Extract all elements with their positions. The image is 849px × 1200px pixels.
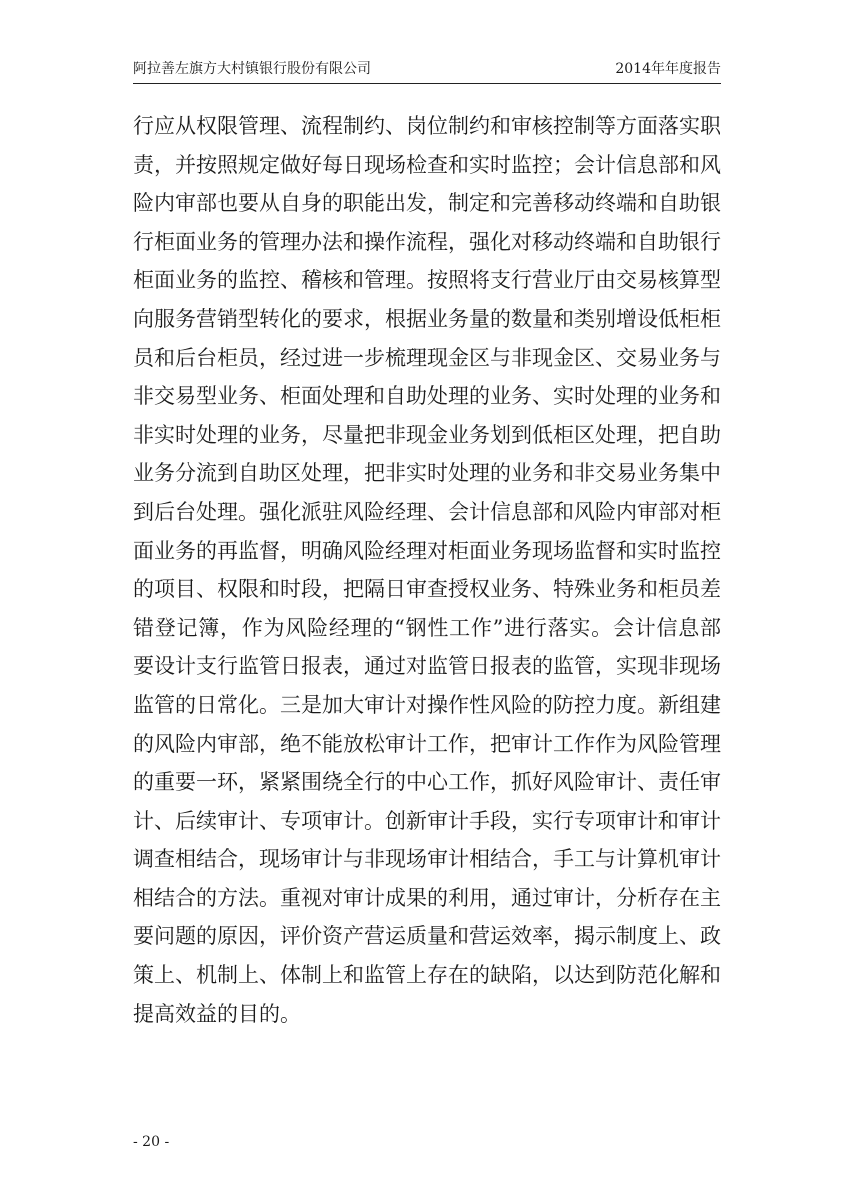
text-line: 行柜面业务的管理办法和操作流程，强化对移动终端和自助银行 <box>133 229 721 254</box>
text-line-last: 提高效益的目的。 <box>133 1001 301 1026</box>
text-line: 非交易型业务、柜面处理和自助处理的业务、实时处理的业务和 <box>133 384 721 409</box>
page-header <box>133 59 721 84</box>
text-line: 的风险内审部，绝不能放松审计工作，把审计工作作为风险管理 <box>133 731 721 756</box>
text-line: 的重要一环，紧紧围绕全行的中心工作，抓好风险审计、责任审 <box>133 770 721 795</box>
text-line: 调查相结合，现场审计与非现场审计相结合，手工与计算机审计 <box>133 847 721 872</box>
text-line: 险内审部也要从自身的职能出发，制定和完善移动终端和自助银 <box>133 191 721 216</box>
text-line: 责，并按照规定做好每日现场检查和实时监控；会计信息部和风 <box>133 152 721 177</box>
text-line: 向服务营销型转化的要求，根据业务量的数量和类别增设低柜柜 <box>133 306 721 331</box>
text-line: 业务分流到自助区处理，把非实时处理的业务和非交易业务集中 <box>133 461 721 486</box>
page-number: - 20 - <box>133 1134 170 1150</box>
text-line: 非实时处理的业务，尽量把非现金业务划到低柜区处理，把自助 <box>133 422 721 447</box>
body-paragraph <box>133 107 721 1033</box>
header-company-name: 阿拉善左旗方大村镇银行股份有限公司 <box>133 61 371 77</box>
text-line: 要问题的原因，评价资产营运质量和营运效率，揭示制度上、政 <box>133 924 721 949</box>
text-line: 到后台处理。强化派驻风险经理、会计信息部和风险内审部对柜 <box>133 499 721 524</box>
text-line: 要设计支行监管日报表，通过对监管日报表的监管，实现非现场 <box>133 654 721 679</box>
text-line: 监管的日常化。三是加大审计对操作性风险的防控力度。新组建 <box>133 692 721 717</box>
text-line: 计、后续审计、专项审计。创新审计手段，实行专项审计和审计 <box>133 808 721 833</box>
text-line: 行应从权限管理、流程制约、岗位制约和审核控制等方面落实职 <box>133 114 721 138</box>
text-line: 面业务的再监督，明确风险经理对柜面业务现场监督和实时监控 <box>133 538 721 563</box>
text-line: 相结合的方法。重视对审计成果的利用，通过审计，分析存在主 <box>133 885 721 910</box>
text-line: 错登记簿，作为风险经理的“钢性工作”进行落实。会计信息部 <box>133 615 721 640</box>
text-line: 策上、机制上、体制上和监管上存在的缺陷，以达到防范化解和 <box>133 963 721 988</box>
text-line: 员和后台柜员，经过进一步梳理现金区与非现金区、交易业务与 <box>133 345 721 370</box>
text-line: 柜面业务的监控、稽核和管理。按照将支行营业厅由交易核算型 <box>133 268 721 293</box>
text-line: 的项目、权限和时段，把隔日审查授权业务、特殊业务和柜员差 <box>133 577 721 602</box>
header-report-title: 2014年年度报告 <box>615 61 721 77</box>
